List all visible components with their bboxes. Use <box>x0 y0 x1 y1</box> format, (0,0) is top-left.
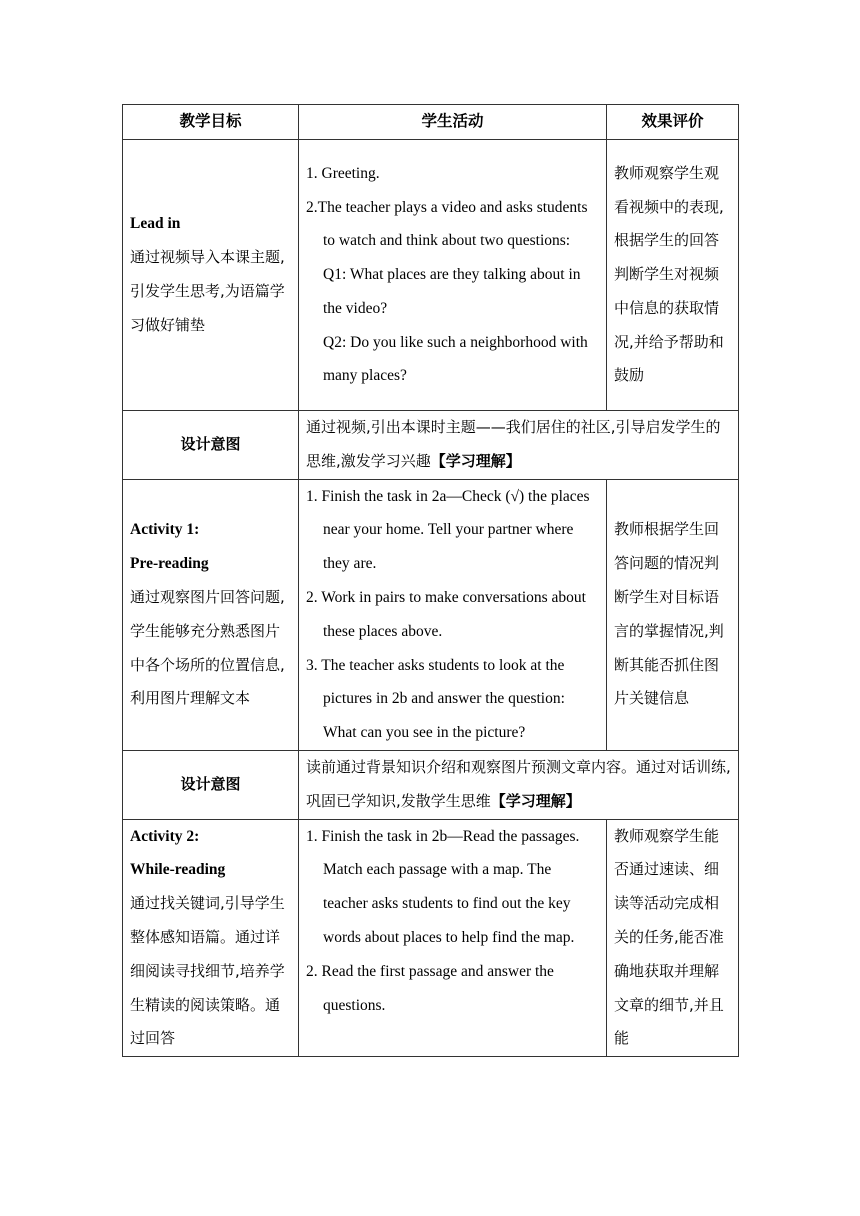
design-intent-tag: 【学习理解】 <box>430 451 521 470</box>
activity-1-item: 2. Work in pairs to make conversations about these places above. <box>306 588 586 640</box>
design-intent-label: 设计意图 <box>123 411 299 480</box>
activity-1-goal-cell <box>123 479 299 750</box>
design-intent-label: 设计意图 <box>123 750 299 819</box>
activity-2-title: Activity 2: <box>130 827 200 845</box>
lead-in-row <box>123 140 739 411</box>
activity-1-item: 1. Finish the task in 2a—Check (√) the places near your home. Tell your partner where they are. <box>306 487 590 573</box>
design-intent-text: 通过视频,引出本课时主题——我们居住的社区,引导启发学生的思维,激发学习兴趣 <box>306 418 721 470</box>
activity-2-item: 2. Read the first passage and answer the questions. <box>306 962 554 1014</box>
lead-in-title: Lead in <box>130 215 181 233</box>
design-intent-tag: 【学习理解】 <box>490 791 581 810</box>
header-teaching-goal: 教学目标 <box>123 105 299 140</box>
design-intent-text: 读前通过背景知识介绍和观察图片预测文章内容。通过对话训练,巩固已学知识,发散学生思维 <box>306 757 731 810</box>
activity-2-activity-cell <box>299 819 607 1057</box>
activity-1-goal-text: 通过观察图片回答问题,学生能够充分熟悉图片中各个场所的位置信息,利用图片理解文本 <box>130 587 285 708</box>
design-intent-row <box>123 750 739 819</box>
activity-1-evaluation: 教师根据学生回答问题的情况判断学生对目标语言的掌握情况,判断其能否抓住图片关键信息 <box>607 479 739 750</box>
activity-1-subtitle: Pre-reading <box>130 555 209 573</box>
activity-2-row <box>123 819 739 1057</box>
lead-in-evaluation: 教师观察学生观看视频中的表现,根据学生的回答判断学生对视频中信息的获取情况,并给予帮助和鼓励 <box>607 140 739 411</box>
lead-in-question: Q1: What places are they talking about in the video? <box>323 266 581 317</box>
activity-2-goal-text: 通过找关键词,引导学生整体感知语篇。通过详细阅读寻找细节,培养学生精读的阅读策略。通过回答 <box>130 894 285 1048</box>
design-intent-content <box>299 750 739 819</box>
activity-2-goal-cell <box>123 819 299 1057</box>
lead-in-goal-text: 通过视频导入本课主题,引发学生思考,为语篇学习做好铺垫 <box>130 248 285 334</box>
table-header-row <box>123 105 739 140</box>
lead-in-goal-cell <box>123 140 299 411</box>
lead-in-activity-cell <box>299 140 607 411</box>
lead-in-activity-item: 1. Greeting. <box>306 164 380 182</box>
lesson-plan-table <box>122 104 739 1057</box>
activity-1-activity-cell <box>299 479 607 750</box>
activity-2-item: 1. Finish the task in 2b—Read the passages. Match each passage with a map. The teacher asks students to find out the key words about places to help find the map. <box>306 827 580 946</box>
design-intent-content <box>299 411 739 480</box>
activity-2-evaluation: 教师观察学生能否通过速读、细读等活动完成相关的任务,能否准确地获取并理解文章的细节,并且能 <box>607 819 739 1057</box>
activity-1-item: 3. The teacher asks students to look at the pictures in 2b and answer the question: What can you see in the picture? <box>306 656 565 742</box>
design-intent-row <box>123 411 739 480</box>
activity-1-row <box>123 479 739 750</box>
activity-2-subtitle: While-reading <box>130 861 226 879</box>
header-evaluation: 效果评价 <box>607 105 739 140</box>
lead-in-activity-item: 2.The teacher plays a video and asks students to watch and think about two questions: <box>306 198 588 250</box>
lead-in-question: Q2: Do you like such a neighborhood with many places? <box>323 333 588 385</box>
activity-1-title: Activity 1: <box>130 521 200 539</box>
header-student-activity: 学生活动 <box>299 105 607 140</box>
